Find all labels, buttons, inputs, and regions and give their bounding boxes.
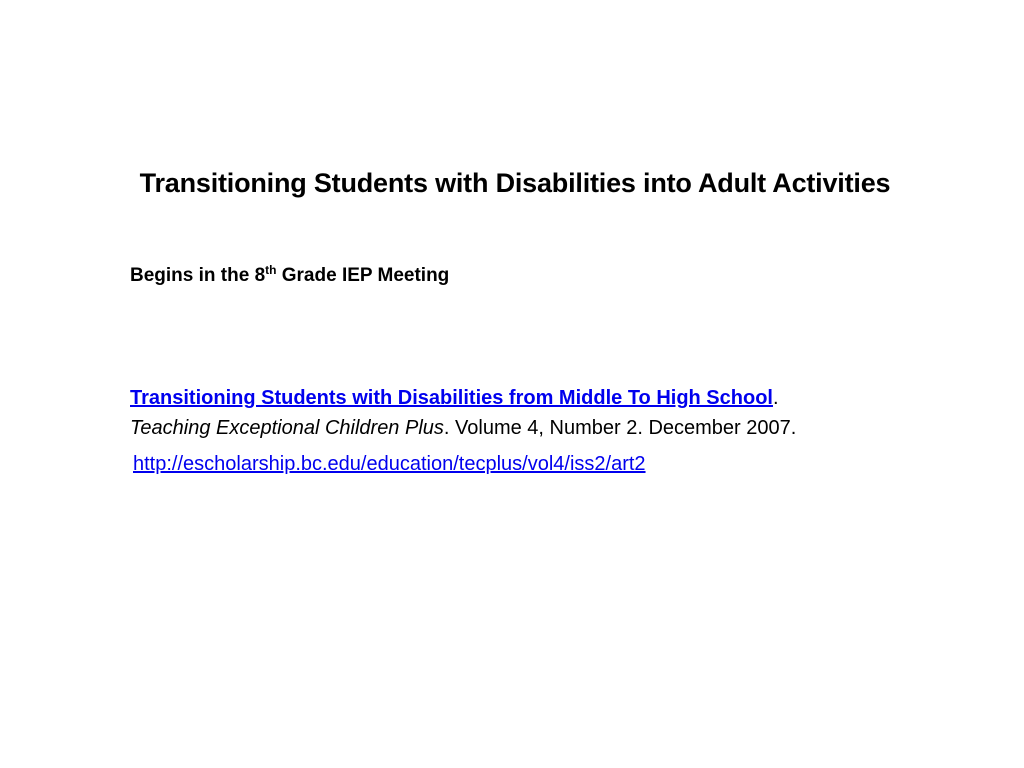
subtitle-prefix: Begins in the 8: [130, 265, 266, 286]
journal-name: Teaching Exceptional Children Plus: [130, 417, 444, 439]
article-url-link[interactable]: http://escholarship.bc.edu/education/tecplus/vol4/iss2/art2: [133, 453, 646, 475]
article-title-period: .: [772, 387, 779, 409]
subtitle-suffix: Grade IEP Meeting: [276, 265, 450, 286]
subtitle-superscript: th: [265, 263, 277, 277]
article-title-link[interactable]: Transitioning Students with Disabilities from Middle To High School: [130, 387, 773, 409]
url-line: [133, 453, 646, 476]
citation-details: . Volume 4, Number 2. December 2007.: [443, 417, 797, 439]
slide-subtitle: [130, 265, 449, 287]
citation: [130, 383, 796, 443]
slide-title: Transitioning Students with Disabilities into Adult Activities: [139, 168, 891, 198]
